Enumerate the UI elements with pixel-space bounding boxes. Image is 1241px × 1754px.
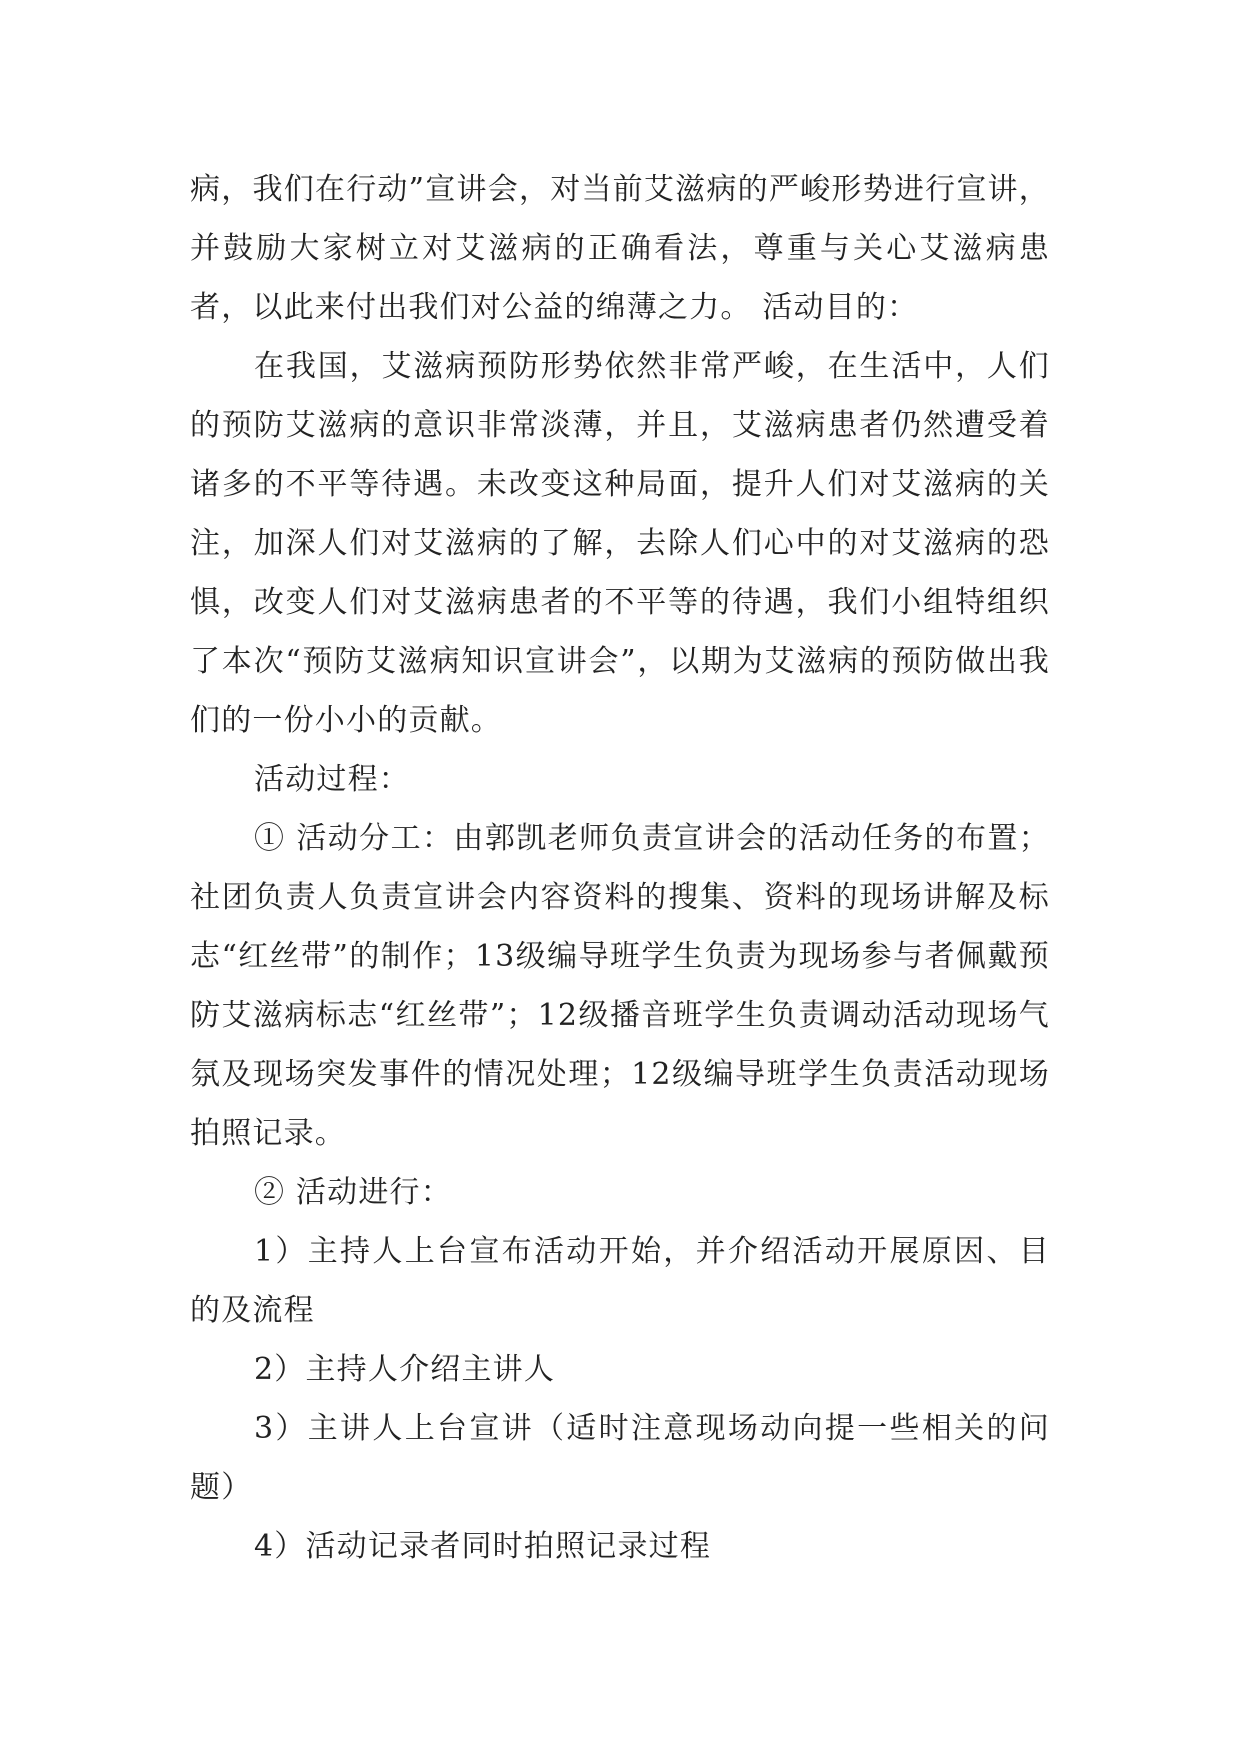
paragraph-activity-heading: ② 活动进行： — [254, 1175, 452, 1210]
document-body — [190, 160, 1050, 1576]
list-item-step-4: 4）活动记录者同时拍照记录过程 — [254, 1529, 712, 1564]
list-item-step-1: 1）主持人上台宣布活动开始，并介绍活动开展原因、目的及流程 — [190, 1234, 1050, 1328]
list-item-step-2: 2）主持人介绍主讲人 — [254, 1352, 556, 1387]
paragraph-division-of-labor: ① 活动分工：由郭凯老师负责宣讲会的活动任务的布置；社团负责人负责宣讲会内容资料的搜集、资料的现场讲解及标志“红丝带”的制作；13级编导班学生负责为现场参与者佩戴预防艾滋病标志“红丝带”；12级播音班学生负责调动活动现场气氛及现场突发事件的情况处理；12级编导班学生负责活动现场拍照记录。 — [190, 821, 1050, 1151]
paragraph-purpose: 在我国，艾滋病预防形势依然非常严峻，在生活中，人们的预防艾滋病的意识非常淡薄，并且，艾滋病患者仍然遭受着诸多的不平等待遇。未改变这种局面，提升人们对艾滋病的关注，加深人们对艾滋病的了解，去除人们心中的对艾滋病的恐惧，改变人们对艾滋病患者的不平等的待遇，我们小组特组织了本次“预防艾滋病知识宣讲会”，以期为艾滋病的预防做出我们的一份小小的贡献。 — [190, 349, 1050, 738]
paragraph-process-heading: 活动过程： — [254, 762, 410, 797]
list-item-step-3: 3）主讲人上台宣讲（适时注意现场动向提一些相关的问题） — [190, 1411, 1050, 1505]
paragraph-intro-continuation: 病，我们在行动”宣讲会，对当前艾滋病的严峻形势进行宣讲，并鼓励大家树立对艾滋病的正确看法，尊重与关心艾滋病患者，以此来付出我们对公益的绵薄之力。 活动目的： — [190, 172, 1050, 325]
